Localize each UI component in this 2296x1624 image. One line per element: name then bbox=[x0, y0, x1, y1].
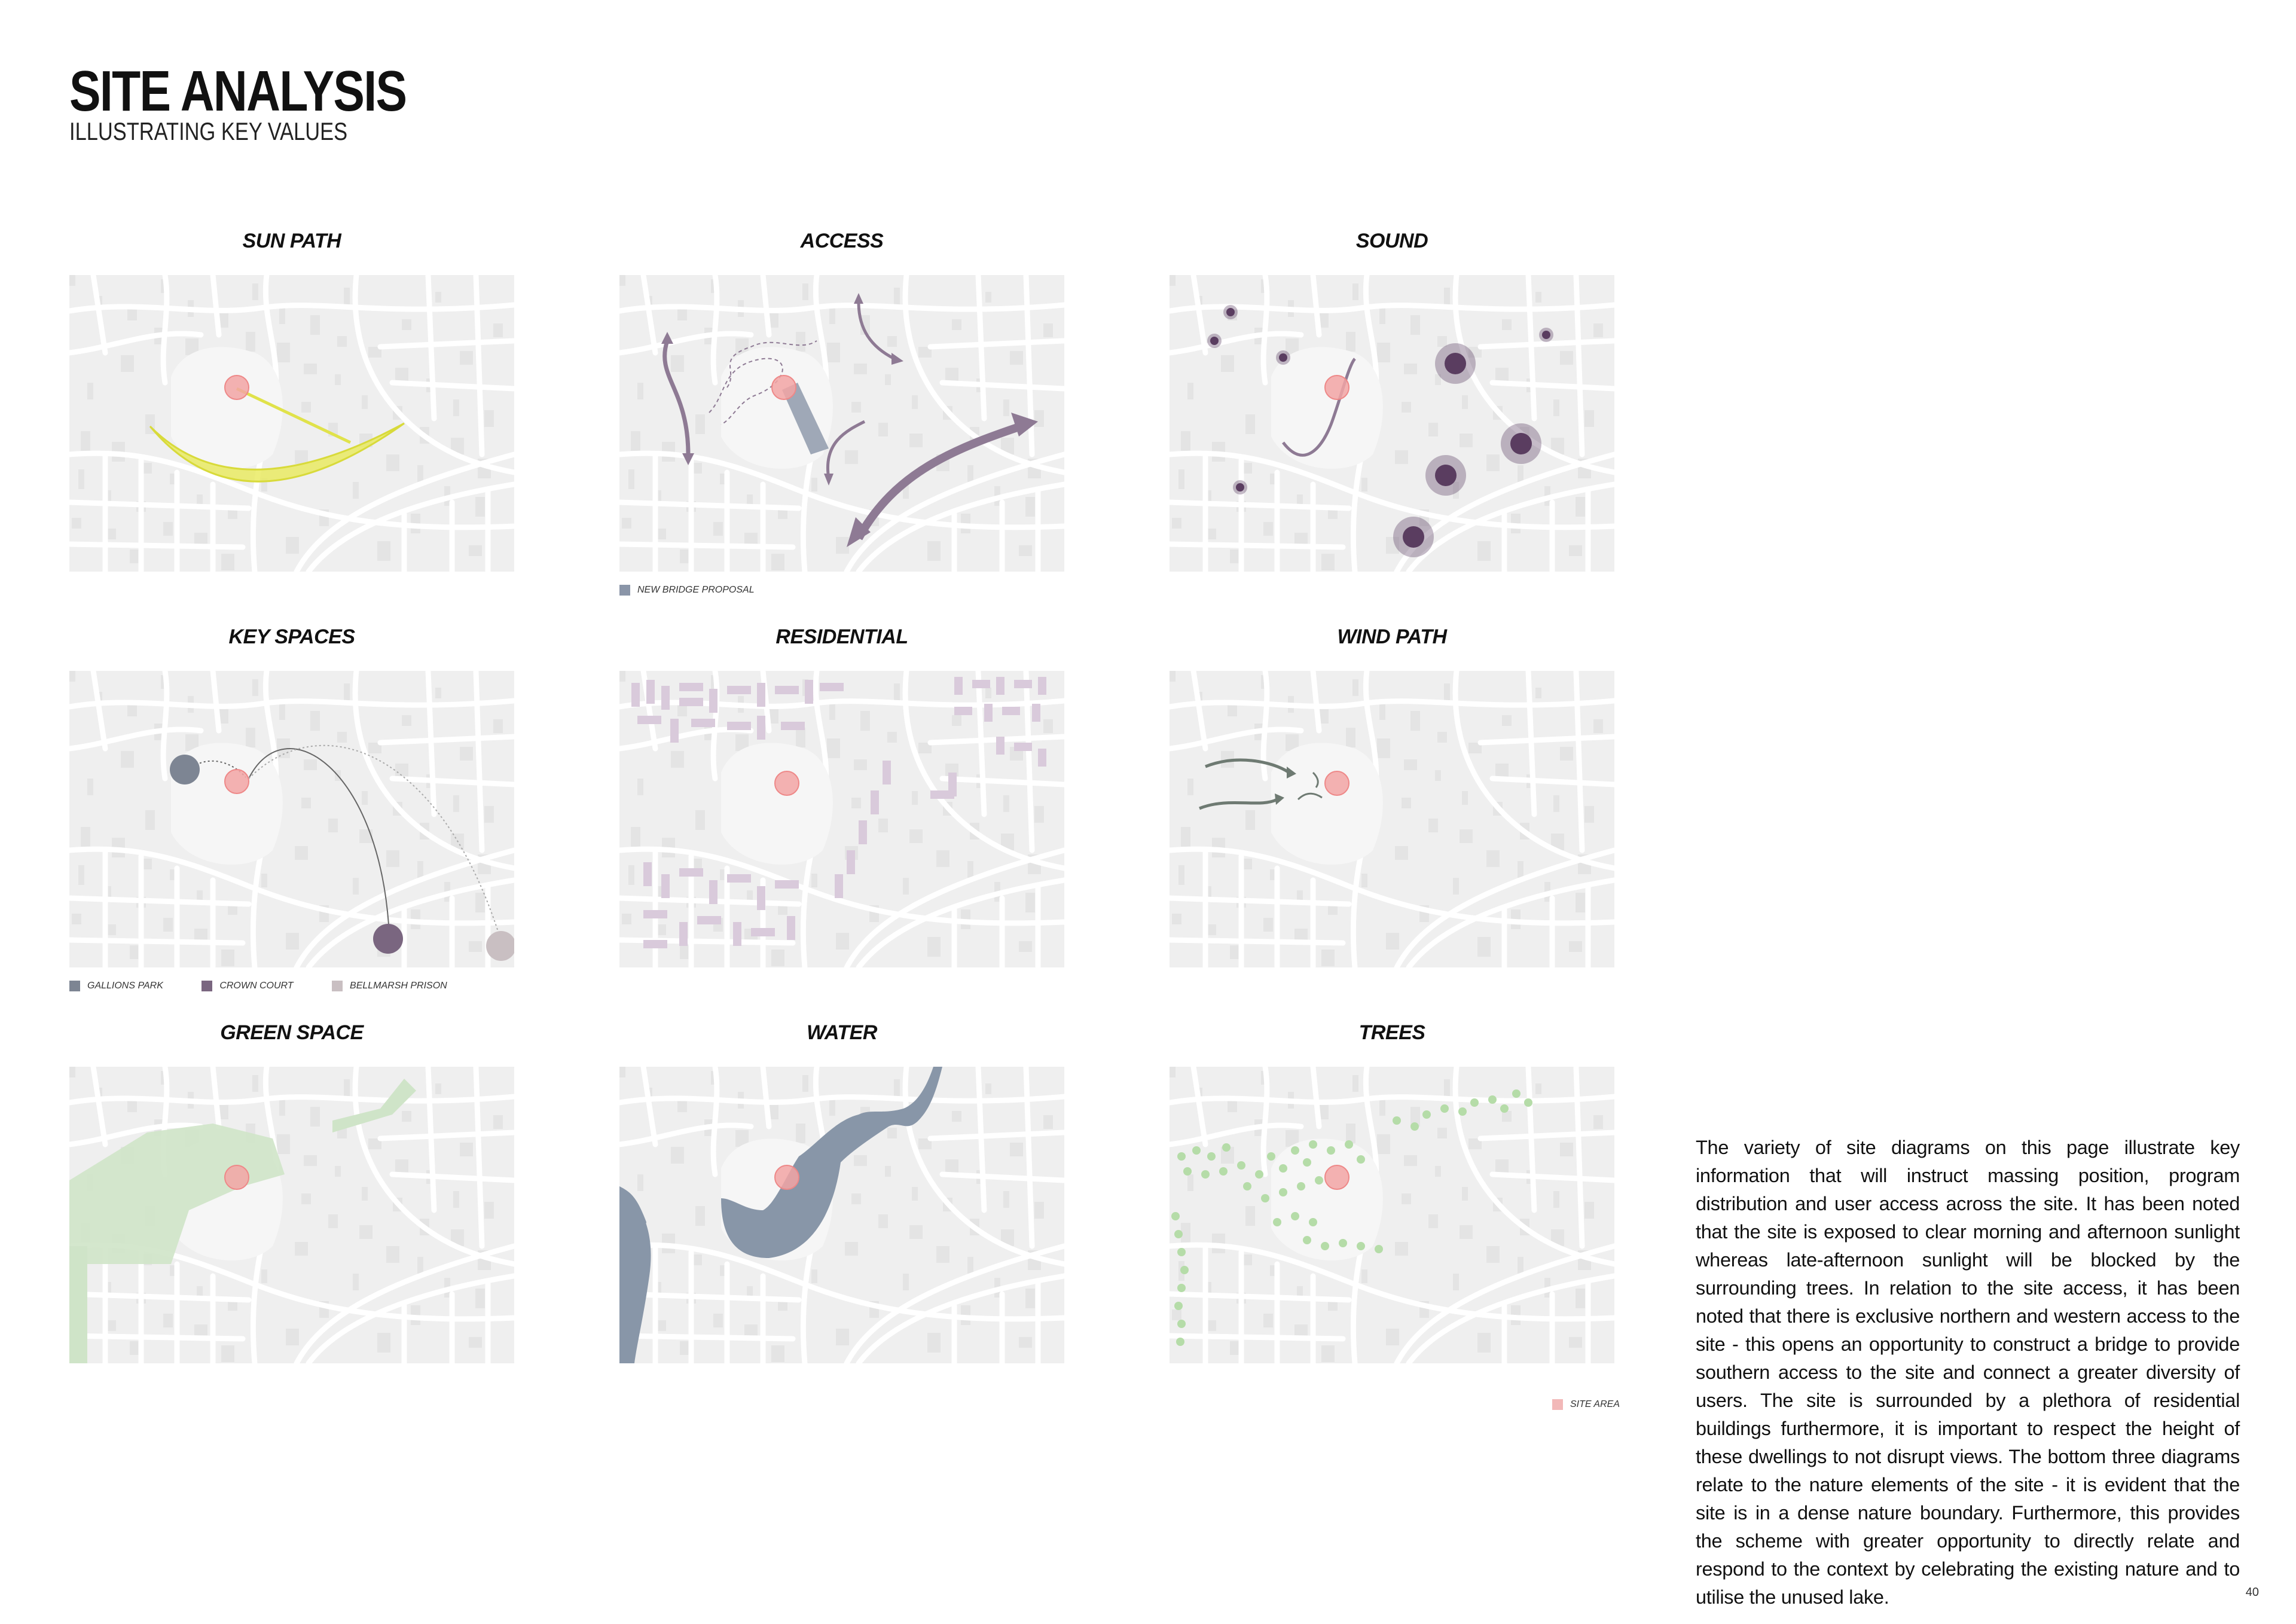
wind-arrow bbox=[1298, 793, 1322, 799]
arrow-head bbox=[891, 353, 903, 365]
site-marker bbox=[225, 376, 249, 399]
access-arrow bbox=[859, 302, 894, 359]
legend-key-spaces bbox=[69, 981, 483, 991]
map-key-spaces bbox=[69, 671, 514, 967]
site-marker bbox=[225, 1165, 249, 1189]
legend-label-new-bridge: NEW BRIDGE PROPOSAL bbox=[637, 585, 755, 596]
diagram-title-key-spaces: KEY SPACES bbox=[228, 625, 355, 648]
diagram-title-residential: RESIDENTIAL bbox=[775, 625, 908, 648]
tree-clusters bbox=[1171, 1089, 1532, 1346]
diagram-title-green-space: GREEN SPACE bbox=[220, 1021, 364, 1044]
arrow-head bbox=[854, 293, 863, 304]
page-number: 40 bbox=[2245, 1586, 2259, 1599]
legend-label-gallions-park: GALLIONS PARK bbox=[87, 981, 163, 991]
map-sound bbox=[1170, 275, 1614, 572]
arrow-head bbox=[1011, 413, 1038, 436]
site-marker bbox=[775, 1165, 799, 1189]
legend-label-site-area: SITE AREA bbox=[1570, 1399, 1620, 1410]
wind-arrow bbox=[1205, 760, 1289, 773]
crown-court-marker bbox=[373, 924, 403, 954]
map-trees bbox=[1170, 1067, 1614, 1363]
diagram-title-water: WATER bbox=[807, 1021, 877, 1044]
wind-path-overlay bbox=[1170, 671, 1614, 967]
map-residential bbox=[619, 671, 1064, 967]
key-spaces-overlay bbox=[69, 671, 514, 967]
residential-overlay bbox=[619, 671, 1064, 967]
site-marker bbox=[1325, 376, 1349, 399]
arrow-head bbox=[661, 332, 673, 344]
access-arrow bbox=[828, 422, 865, 478]
sun-ray bbox=[237, 389, 350, 442]
bellmarsh-prison-marker bbox=[486, 931, 514, 961]
legend-swatch bbox=[332, 981, 343, 991]
path-dashed bbox=[727, 341, 817, 387]
legend-swatch bbox=[69, 981, 80, 991]
site-marker bbox=[225, 770, 249, 793]
diagram-title-sound: SOUND bbox=[1355, 230, 1428, 252]
green-space-overlay bbox=[69, 1067, 514, 1363]
lake bbox=[721, 1067, 942, 1258]
legend-swatch bbox=[201, 981, 212, 991]
sound-overlay bbox=[1170, 275, 1614, 572]
page-subtitle: ILLUSTRATING KEY VALUES bbox=[69, 117, 348, 145]
wind-arrow bbox=[1313, 773, 1318, 787]
bridge-arrow bbox=[859, 425, 1026, 538]
map-green-space bbox=[69, 1067, 514, 1363]
residential-buildings bbox=[631, 677, 1046, 948]
sun-path-overlay bbox=[69, 275, 514, 572]
legend-label-bellmarsh-prison: BELLMARSH PRISON bbox=[350, 981, 447, 991]
legend-swatch bbox=[619, 585, 630, 596]
legend-access bbox=[619, 585, 755, 596]
diagram-title-trees: TREES bbox=[1358, 1021, 1425, 1044]
trees-overlay bbox=[1170, 1067, 1614, 1363]
map-water bbox=[619, 1067, 1064, 1363]
site-marker bbox=[772, 376, 796, 399]
diagram-title-sun-path: SUN PATH bbox=[242, 230, 341, 252]
link-line bbox=[249, 746, 500, 937]
water-overlay bbox=[619, 1067, 1064, 1363]
wind-arrow bbox=[1199, 799, 1277, 808]
access-arrow bbox=[665, 341, 688, 454]
diagram-title-access: ACCESS bbox=[800, 230, 884, 252]
path-dashed bbox=[709, 359, 783, 425]
arrow-head bbox=[1287, 767, 1296, 779]
legend-site bbox=[1552, 1399, 1620, 1410]
gallions-park-marker bbox=[170, 755, 200, 784]
green-area bbox=[69, 1124, 285, 1264]
legend-swatch bbox=[1552, 1399, 1563, 1410]
diagram-title-wind-path: WIND PATH bbox=[1337, 625, 1447, 648]
legend-label-crown-court: CROWN COURT bbox=[219, 981, 294, 991]
arrow-head bbox=[682, 453, 694, 465]
sound-wave bbox=[1283, 359, 1355, 455]
body-text: The variety of site diagrams on this page illustrate key information that will instruct massing position, program distribution and user access across the site. It has been noted that the site is exposed to clear morning and afternoon sunlight whereas late-afternoon sunlight will be blocked by the surrounding trees. In relation to the site access, it has been noted that there is exclusive northern and western access to the site - this opens an opportunity to construct a bridge to provide southern access to the site and connect a greater diversity of users. The site is surrounded by a plethora of residential buildings furthermore, it is important to respect the height of these dwellings to not disrupt views. The bottom three diagrams relate to the nature elements of the site - it is evident that the site is in a dense nature boundary. Furthermore, this provides the scheme with greater opportunity to directly relate and respond to the context by celebrating the existing nature and to utilise the unused lake. bbox=[1696, 1137, 2240, 1608]
map-wind-path bbox=[1170, 671, 1614, 967]
site-marker bbox=[1325, 771, 1349, 795]
link-line bbox=[249, 749, 389, 934]
arrow-head bbox=[1275, 793, 1284, 805]
site-marker bbox=[1325, 1165, 1349, 1189]
page-title: SITE ANALYSIS bbox=[69, 59, 407, 123]
sun-arc bbox=[150, 423, 404, 481]
access-overlay bbox=[619, 275, 1064, 572]
green-area bbox=[332, 1079, 416, 1132]
map-sun-path bbox=[69, 275, 514, 572]
map-access bbox=[619, 275, 1064, 572]
sound-sources bbox=[1207, 305, 1553, 557]
arrow-head bbox=[824, 474, 833, 486]
site-marker bbox=[775, 771, 799, 795]
green-area bbox=[69, 1246, 87, 1363]
